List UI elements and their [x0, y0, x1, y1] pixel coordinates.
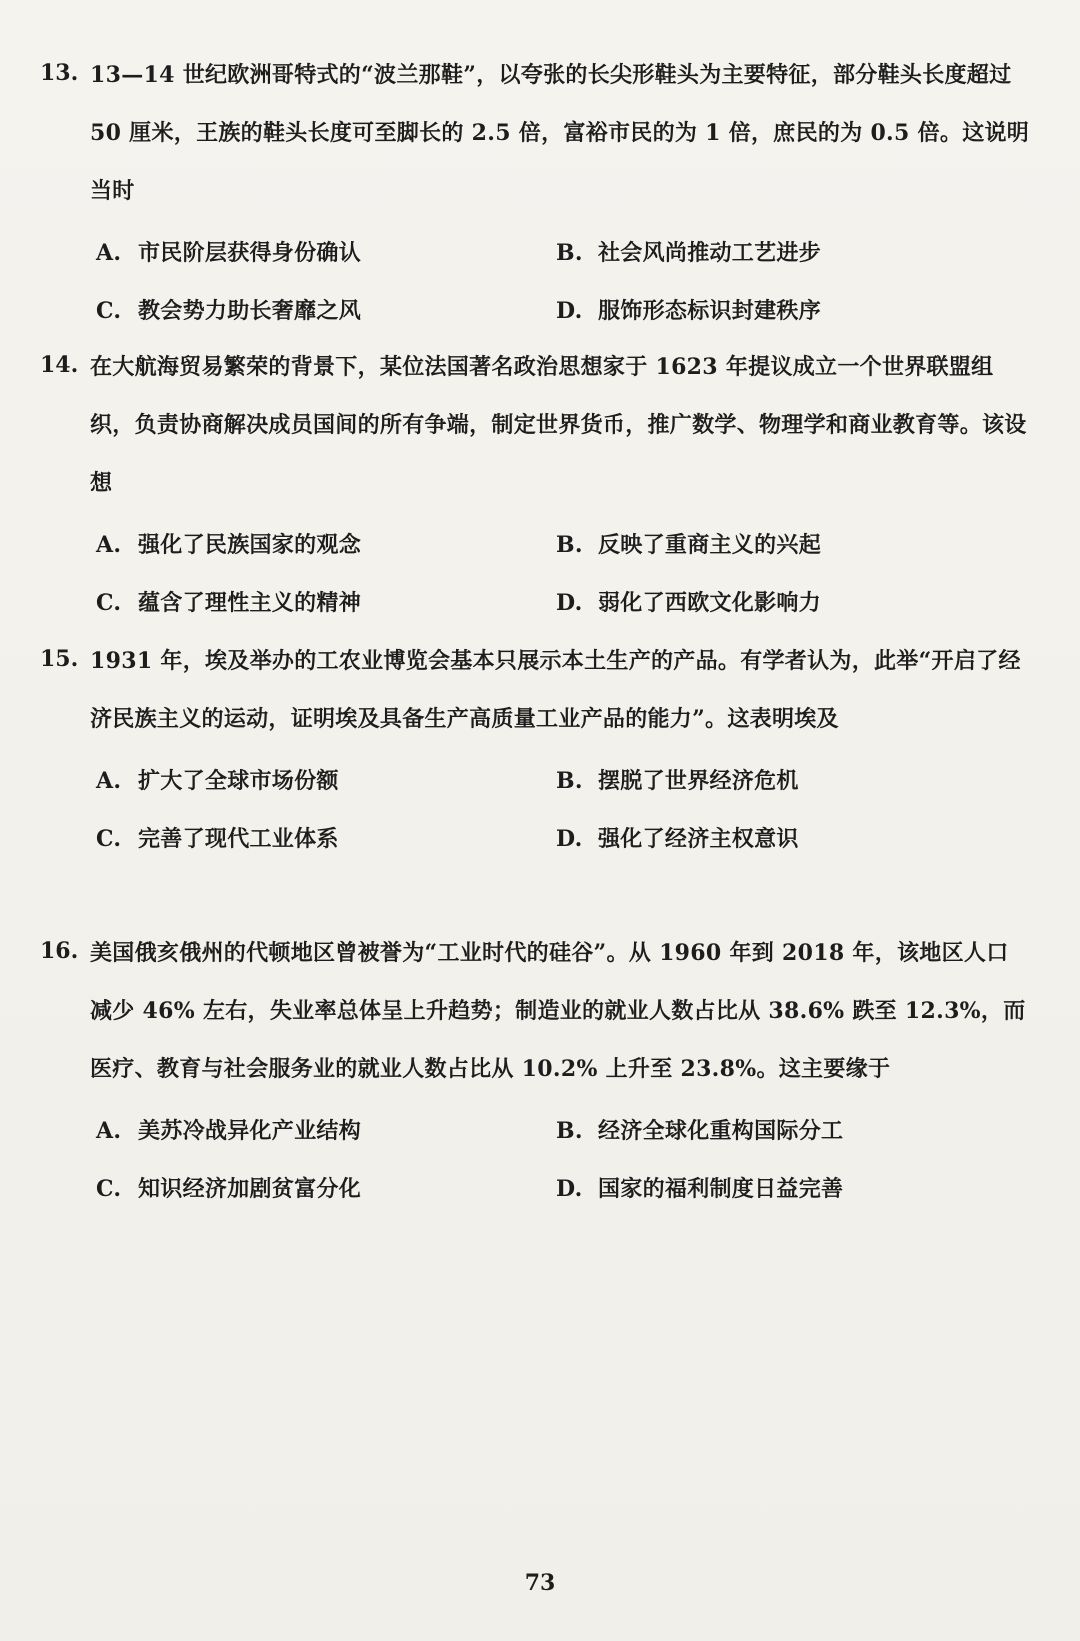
option-label: B.: [556, 239, 583, 266]
option-a[interactable]: [96, 528, 556, 559]
option-label: D.: [556, 1175, 583, 1202]
option-c[interactable]: [96, 1172, 556, 1203]
option-label: B.: [556, 767, 583, 794]
option-label: B.: [556, 1117, 583, 1144]
option-text: 服饰形态标识封建秩序: [598, 297, 822, 324]
option-label: A.: [96, 531, 122, 558]
options: [96, 222, 1030, 338]
option-text: 教会势力助长奢靡之风: [138, 297, 362, 324]
option-label: C.: [96, 825, 122, 852]
option-c[interactable]: [96, 822, 556, 853]
option-text: 美苏冷战异化产业结构: [138, 1117, 362, 1144]
option-text: 知识经济加剧贫富分化: [138, 1175, 362, 1202]
option-label: A.: [96, 1117, 122, 1144]
option-text: 蕴含了理性主义的精神: [138, 589, 362, 616]
option-label: B.: [556, 531, 583, 558]
options-row: [96, 750, 1030, 808]
option-d[interactable]: [556, 822, 1016, 853]
options-row: [96, 1100, 1030, 1158]
option-text: 强化了经济主权意识: [598, 825, 799, 852]
option-text: 反映了重商主义的兴起: [598, 531, 822, 558]
option-label: C.: [96, 297, 122, 324]
option-label: C.: [96, 589, 122, 616]
option-d[interactable]: [556, 586, 1016, 617]
options-row: [96, 808, 1030, 866]
question-15: [40, 632, 1030, 866]
option-text: 弱化了西欧文化影响力: [598, 589, 822, 616]
options: [96, 1100, 1030, 1216]
option-text: 扩大了全球市场份额: [138, 767, 339, 794]
option-label: A.: [96, 239, 122, 266]
option-c[interactable]: [96, 294, 556, 325]
question-stem: 美国俄亥俄州的代顿地区曾被誉为“工业时代的硅谷”。从 1960 年到 2018 年，该地区人口减少 46% 左右，失业率总体呈上升趋势；制造业的就业人数占比从 38.6% 跌至 12.3%，而医疗、教育与社会服务业的就业人数占比从 10.2% 上升至 23.8%。这主要缘于: [90, 940, 1026, 1082]
option-a[interactable]: [96, 764, 556, 795]
question-number: 15.: [40, 646, 79, 672]
option-label: A.: [96, 767, 122, 794]
option-label: C.: [96, 1175, 122, 1202]
option-b[interactable]: [556, 528, 1016, 559]
question-stem: 在大航海贸易繁荣的背景下，某位法国著名政治思想家于 1623 年提议成立一个世界联盟组织，负责协商解决成员国间的所有争端，制定世界货币，推广数学、物理学和商业教育等。该设想: [90, 354, 1027, 496]
option-label: D.: [556, 589, 583, 616]
option-b[interactable]: [556, 764, 1016, 795]
options: [96, 750, 1030, 866]
options-row: [96, 222, 1030, 280]
option-d[interactable]: [556, 1172, 1016, 1203]
option-label: D.: [556, 825, 583, 852]
option-d[interactable]: [556, 294, 1016, 325]
question-number: 14.: [40, 352, 79, 378]
question-number: 16.: [40, 938, 79, 964]
option-a[interactable]: [96, 236, 556, 267]
question-stem: 1931 年，埃及举办的工农业博览会基本只展示本土生产的产品。有学者认为，此举“开启了经济民族主义的运动，证明埃及具备生产高质量工业产品的能力”。这表明埃及: [90, 648, 1021, 732]
question-16: [40, 924, 1030, 1216]
question-number: 13.: [40, 60, 79, 86]
options-row: [96, 572, 1030, 630]
option-text: 社会风尚推动工艺进步: [598, 239, 822, 266]
option-text: 市民阶层获得身份确认: [138, 239, 362, 266]
option-a[interactable]: [96, 1114, 556, 1145]
options: [96, 514, 1030, 630]
option-text: 摆脱了世界经济危机: [598, 767, 799, 794]
options-row: [96, 514, 1030, 572]
option-text: 国家的福利制度日益完善: [598, 1175, 844, 1202]
option-label: D.: [556, 297, 583, 324]
question-stem: 13—14 世纪欧洲哥特式的“波兰那鞋”，以夸张的长尖形鞋头为主要特征，部分鞋头长度超过 50 厘米，王族的鞋头长度可至脚长的 2.5 倍，富裕市民的为 1 倍，庶民的为 0.5 倍。这说明当时: [90, 62, 1030, 204]
options-row: [96, 1158, 1030, 1216]
options-row: [96, 280, 1030, 338]
option-text: 强化了民族国家的观念: [138, 531, 362, 558]
question-14: [40, 338, 1030, 630]
question-13: [40, 46, 1030, 338]
option-c[interactable]: [96, 586, 556, 617]
option-b[interactable]: [556, 1114, 1016, 1145]
option-text: 经济全球化重构国际分工: [598, 1117, 844, 1144]
option-b[interactable]: [556, 236, 1016, 267]
option-text: 完善了现代工业体系: [138, 825, 339, 852]
page-number: 73: [524, 1570, 556, 1596]
